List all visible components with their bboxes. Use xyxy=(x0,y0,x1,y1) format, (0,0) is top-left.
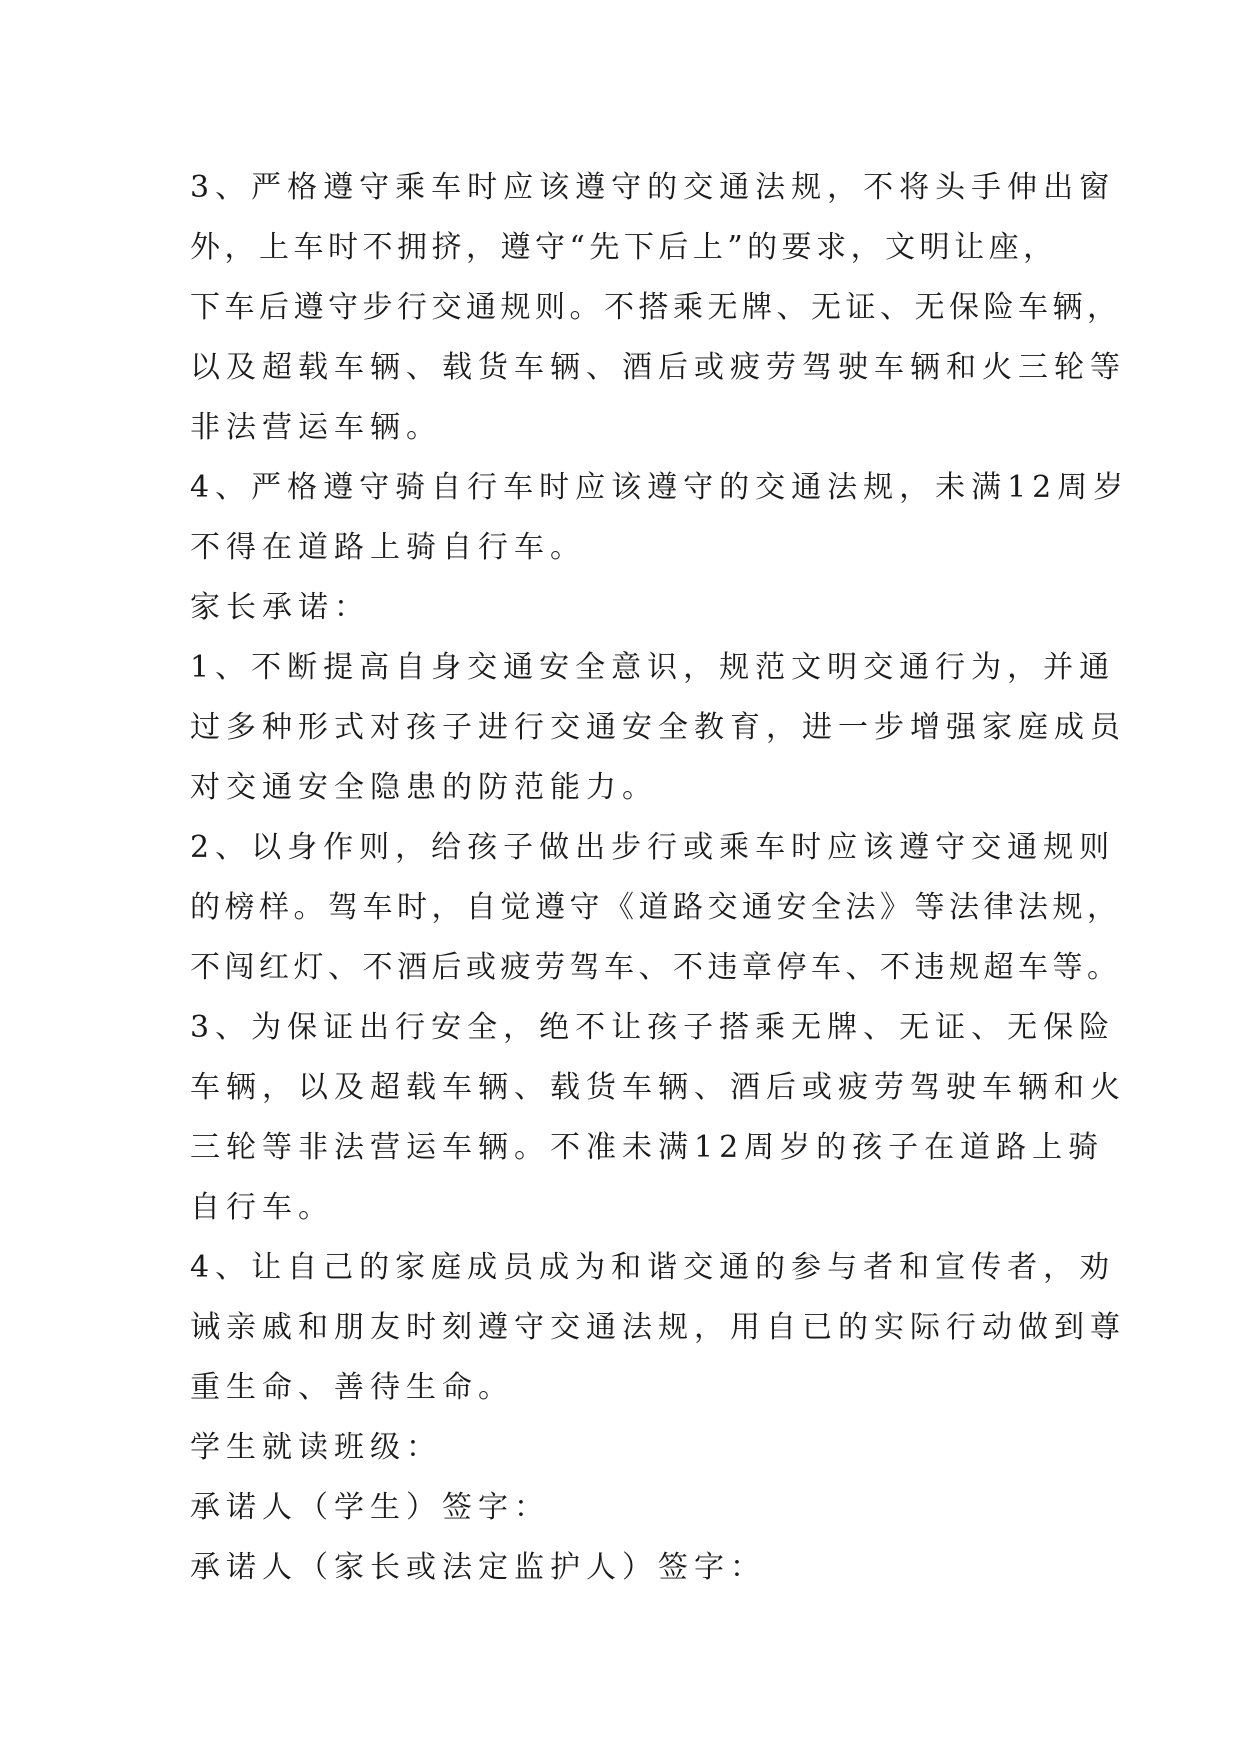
text-line: 3、严格遵守乘车时应该遵守的交通法规，不将头手伸出窗 xyxy=(190,170,1116,205)
text-line: 对交通安全隐患的防范能力。 xyxy=(190,770,658,805)
text-line: 4、严格遵守骑自行车时应该遵守的交通法规，未满12周岁 xyxy=(190,470,1130,505)
section-heading-parent-pledge: 家长承诺： xyxy=(190,590,370,625)
text-line: 4、让自己的家庭成员成为和谐交通的参与者和宣传者，劝 xyxy=(190,1250,1116,1285)
guardian-signature-label: 承诺人（家长或法定监护人）签字： xyxy=(190,1550,766,1585)
text-line: 车辆，以及超载车辆、载货车辆、酒后或疲劳驾驶车辆和火 xyxy=(190,1070,1126,1105)
text-line: 下车后遵守步行交通规则。不搭乘无牌、无证、无保险车辆， xyxy=(190,290,1122,325)
text-line: 过多种形式对孩子进行交通安全教育，进一步增强家庭成员 xyxy=(190,710,1126,745)
text-line: 非法营运车辆。 xyxy=(190,410,442,445)
student-signature-label: 承诺人（学生）签字： xyxy=(190,1490,550,1525)
text-line: 1、不断提高自身交通安全意识，规范文明交通行为，并通 xyxy=(190,650,1116,685)
text-line: 自行车。 xyxy=(190,1190,334,1225)
text-line: 以及超载车辆、载货车辆、酒后或疲劳驾驶车辆和火三轮等 xyxy=(190,350,1126,385)
text-line: 的榜样。驾车时，自觉遵守《道路交通安全法》等法律法规， xyxy=(190,890,1122,925)
text-line: 不闯红灯、不酒后或疲劳驾车、不违章停车、不违规超车等。 xyxy=(190,950,1122,985)
document-body xyxy=(190,158,1130,1598)
text-line: 三轮等非法营运车辆。不准未满12周岁的孩子在道路上骑 xyxy=(190,1130,1105,1165)
text-line: 2、以身作则，给孩子做出步行或乘车时应该遵守交通规则 xyxy=(190,830,1116,865)
text-line: 外，上车时不拥挤，遵守“先下后上”的要求，文明让座， xyxy=(190,230,1058,265)
text-line: 3、为保证出行安全，绝不让孩子搭乘无牌、无证、无保险 xyxy=(190,1010,1116,1045)
text-line: 诫亲戚和朋友时刻遵守交通法规，用自已的实际行动做到尊 xyxy=(190,1310,1126,1345)
student-class-field-label: 学生就读班级： xyxy=(190,1430,442,1465)
text-line: 重生命、善待生命。 xyxy=(190,1370,514,1405)
text-line: 不得在道路上骑自行车。 xyxy=(190,530,586,565)
